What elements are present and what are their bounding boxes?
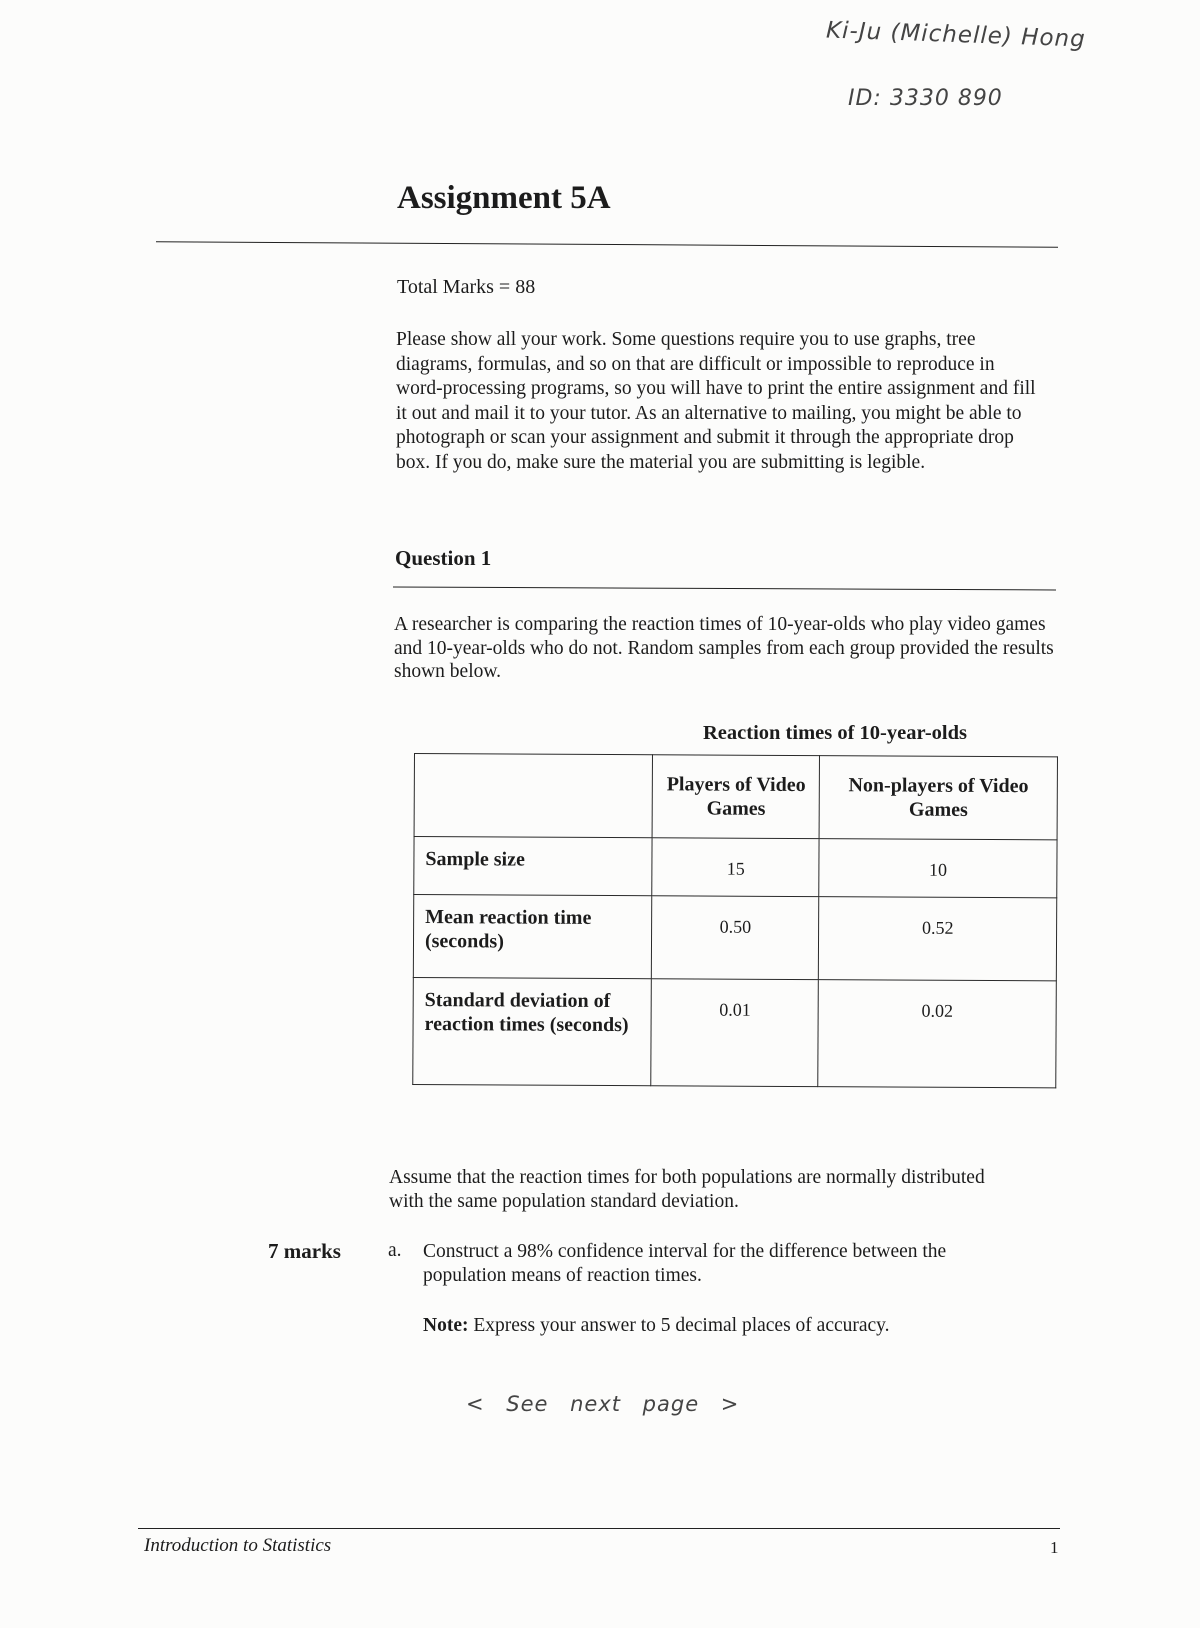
footer-divider [138,1528,1060,1529]
cell-players-std-dev: 0.01 [651,979,819,1087]
footer-course-title: Introduction to Statistics [144,1535,332,1556]
cell-non-players-std-dev: 0.02 [818,980,1056,1088]
cell-non-players-mean: 0.52 [819,897,1057,981]
cell-non-players-sample-size: 10 [819,839,1057,898]
instructions-paragraph: Please show all your work. Some questions require you to use graphs, tree diagrams, formulas, and so on that are difficult or impossible to reproduce in word-processing programs, so you will have to print the entire assignment and fill it out and mail it to your tutor. As an alternative to mailing, you might be able to photograph or scan your assignment and submit it through the appropriate drop box. If you do, make sure the material you are submitting is legible. [396,329,1036,473]
table-header-non-players: Non-players of Video Games [819,756,1057,840]
note-text: Express your answer to 5 decimal places of accuracy. [473,1315,890,1336]
question-1-intro: A researcher is comparing the reaction times of 10-year-olds who play video games and 10-year-olds who do not. Random samples from each group provided the results shown below. [394,614,1054,682]
handwritten-see-next-page: < See next page > [466,1392,740,1416]
question-1-divider [393,587,1056,591]
part-a-marks: 7 marks [268,1239,341,1263]
table-row [413,895,1056,981]
cell-players-mean: 0.50 [652,896,819,980]
row-label-mean: Mean reaction time (seconds) [413,895,652,979]
part-a-question: Construct a 98% confidence interval for the difference between the population means of reaction times. [423,1241,947,1286]
assignment-title: Assignment 5A [397,180,611,216]
question-1-heading: Question 1 [395,546,492,570]
table-row [413,977,1057,1087]
page-number: 1 [1050,1538,1059,1557]
note-label: Note: [423,1315,469,1336]
total-marks: Total Marks = 88 [397,276,536,298]
reaction-times-table [412,753,1058,1088]
row-label-sample-size: Sample size [414,837,653,896]
title-divider [156,241,1058,248]
table-header-row [414,754,1057,840]
handwritten-student-id: ID: 3330 890 [848,86,1003,111]
table-header-players: Players of Video Games [652,755,819,839]
table-row [414,837,1057,898]
table-header-empty [414,754,653,838]
handwritten-student-name: Ki-Ju (Michelle) Hong [825,17,1087,53]
part-a-letter: a. [388,1240,402,1261]
part-a-note [423,1315,890,1337]
table-caption: Reaction times of 10-year-olds [703,722,967,744]
normality-assumption: Assume that the reaction times for both populations are normally distributed with the same population standard deviation. [389,1167,985,1212]
row-label-std-dev: Standard deviation of reaction times (seconds) [413,977,652,1085]
cell-players-sample-size: 15 [652,838,819,897]
